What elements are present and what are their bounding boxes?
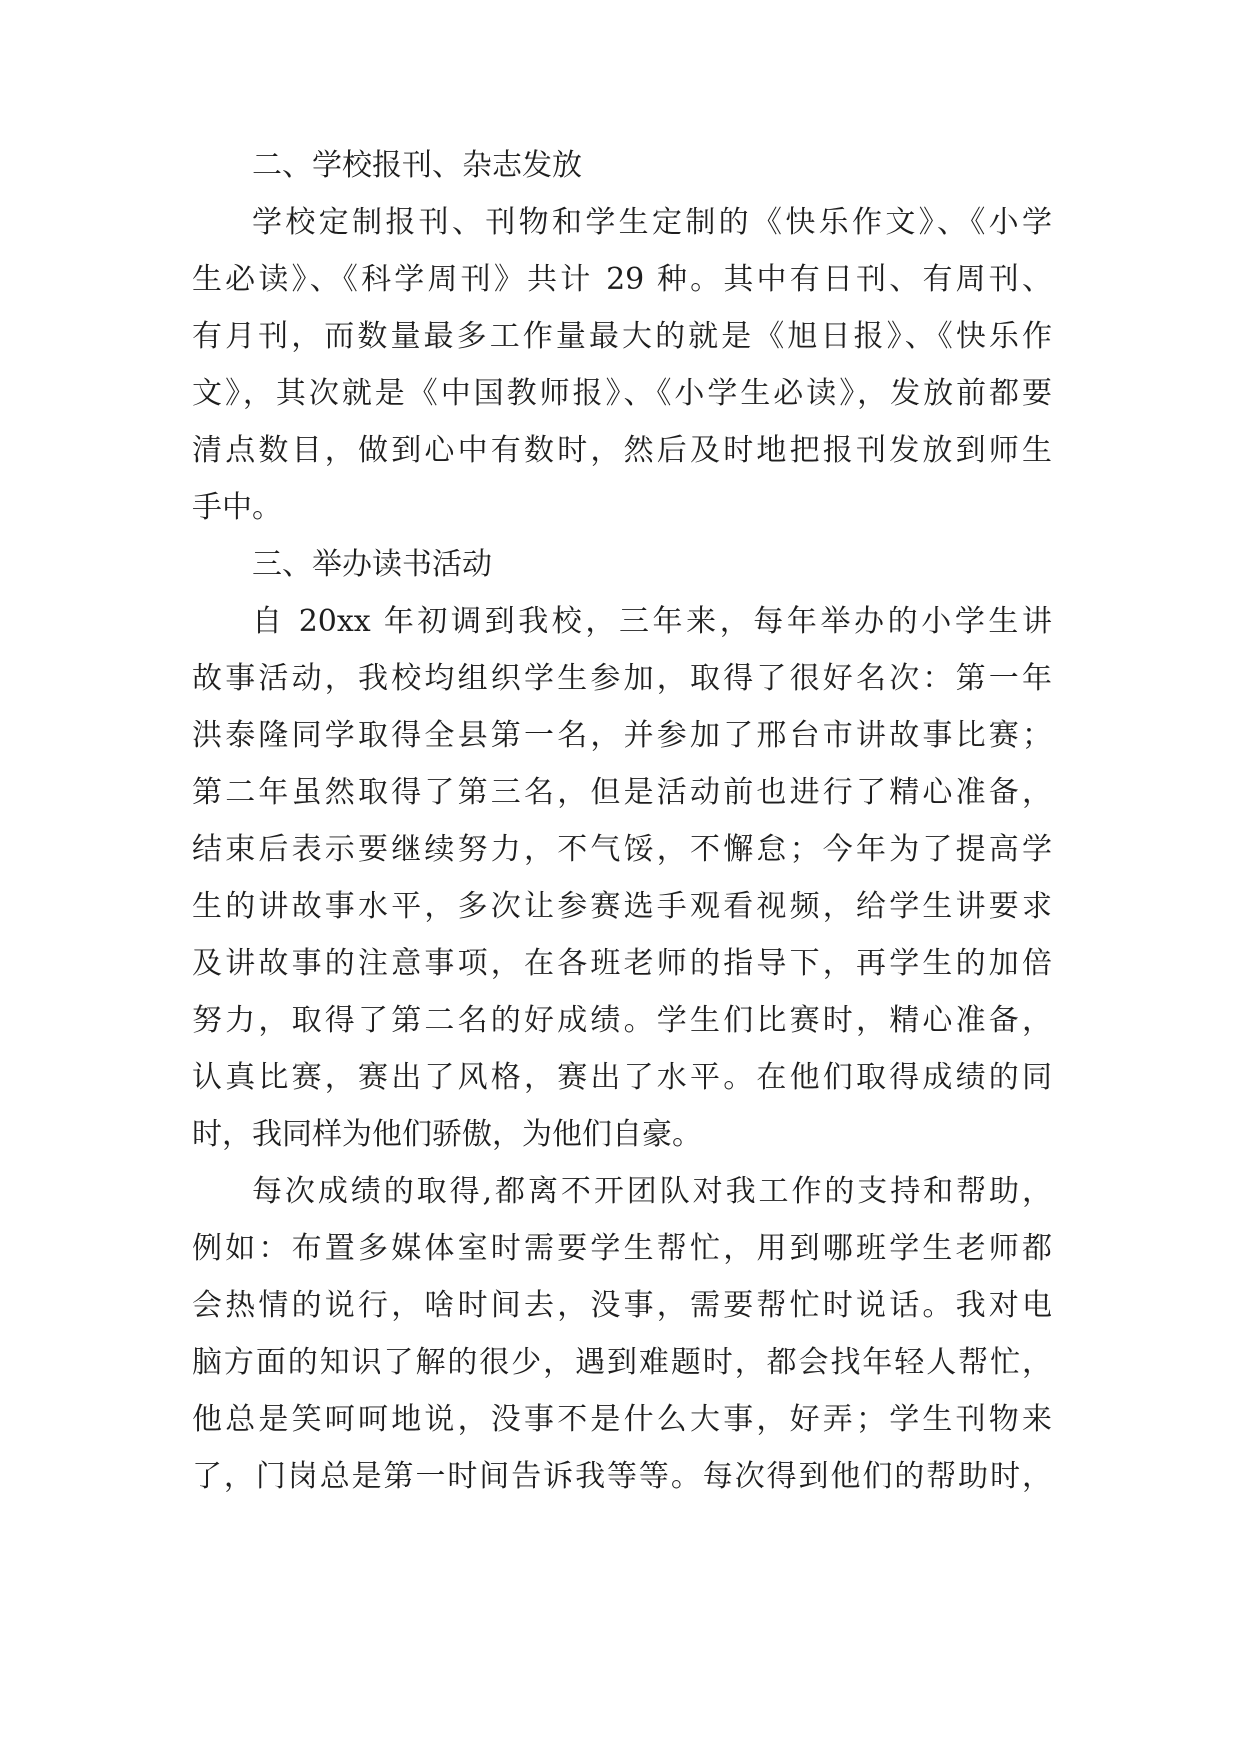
paragraph-line: 会热情的说行，啥时间去，没事，需要帮忙时说话。我对电 — [192, 1288, 1052, 1323]
paragraph-line: 及讲故事的注意事项，在各班老师的指导下，再学生的加倍 — [192, 946, 1052, 981]
paragraph-line: 时，我同样为他们骄傲，为他们自豪。 — [192, 1117, 702, 1152]
paragraph-line: 他总是笑呵呵地说，没事不是什么大事，好弄；学生刊物来 — [192, 1402, 1052, 1437]
paragraph-line: 例如：布置多媒体室时需要学生帮忙，用到哪班学生老师都 — [192, 1231, 1052, 1266]
paragraph-line: 第二年虽然取得了第三名，但是活动前也进行了精心准备， — [192, 775, 1052, 810]
paragraph-line: 认真比赛，赛出了风格，赛出了水平。在他们取得成绩的同 — [192, 1060, 1052, 1095]
section-heading-newspapers: 二、学校报刊、杂志发放 — [252, 148, 582, 183]
paragraph-line: 故事活动，我校均组织学生参加，取得了很好名次：第一年 — [192, 661, 1052, 696]
paragraph-line: 有月刊，而数量最多工作量最大的就是《旭日报》、《快乐作 — [192, 319, 1052, 354]
paragraph-line: 学校定制报刊、刊物和学生定制的《快乐作文》、《小学 — [252, 205, 1052, 240]
paragraph-line: 洪泰隆同学取得全县第一名，并参加了邢台市讲故事比赛； — [192, 718, 1052, 753]
paragraph-line: 每次成绩的取得,都离不开团队对我工作的支持和帮助， — [252, 1174, 1052, 1209]
paragraph-line: 生必读》、《科学周刊》共计 29 种。其中有日刊、有周刊、 — [192, 262, 1052, 297]
paragraph-line: 了，门岗总是第一时间告诉我等等。每次得到他们的帮助时， — [192, 1459, 1052, 1494]
paragraph-line: 结束后表示要继续努力，不气馁，不懈怠；今年为了提高学 — [192, 832, 1052, 867]
paragraph-line: 手中。 — [192, 490, 282, 525]
paragraph-line: 自 20xx 年初调到我校，三年来，每年举办的小学生讲 — [252, 604, 1052, 639]
section-heading-reading-activities: 三、举办读书活动 — [252, 547, 492, 582]
paragraph-line: 努力，取得了第二名的好成绩。学生们比赛时，精心准备， — [192, 1003, 1052, 1038]
paragraph-line: 文》，其次就是《中国教师报》、《小学生必读》，发放前都要 — [192, 376, 1052, 411]
paragraph-line: 生的讲故事水平，多次让参赛选手观看视频，给学生讲要求 — [192, 889, 1052, 924]
paragraph-line: 脑方面的知识了解的很少，遇到难题时，都会找年轻人帮忙， — [192, 1345, 1052, 1380]
paragraph-line: 清点数目，做到心中有数时，然后及时地把报刊发放到师生 — [192, 433, 1052, 468]
